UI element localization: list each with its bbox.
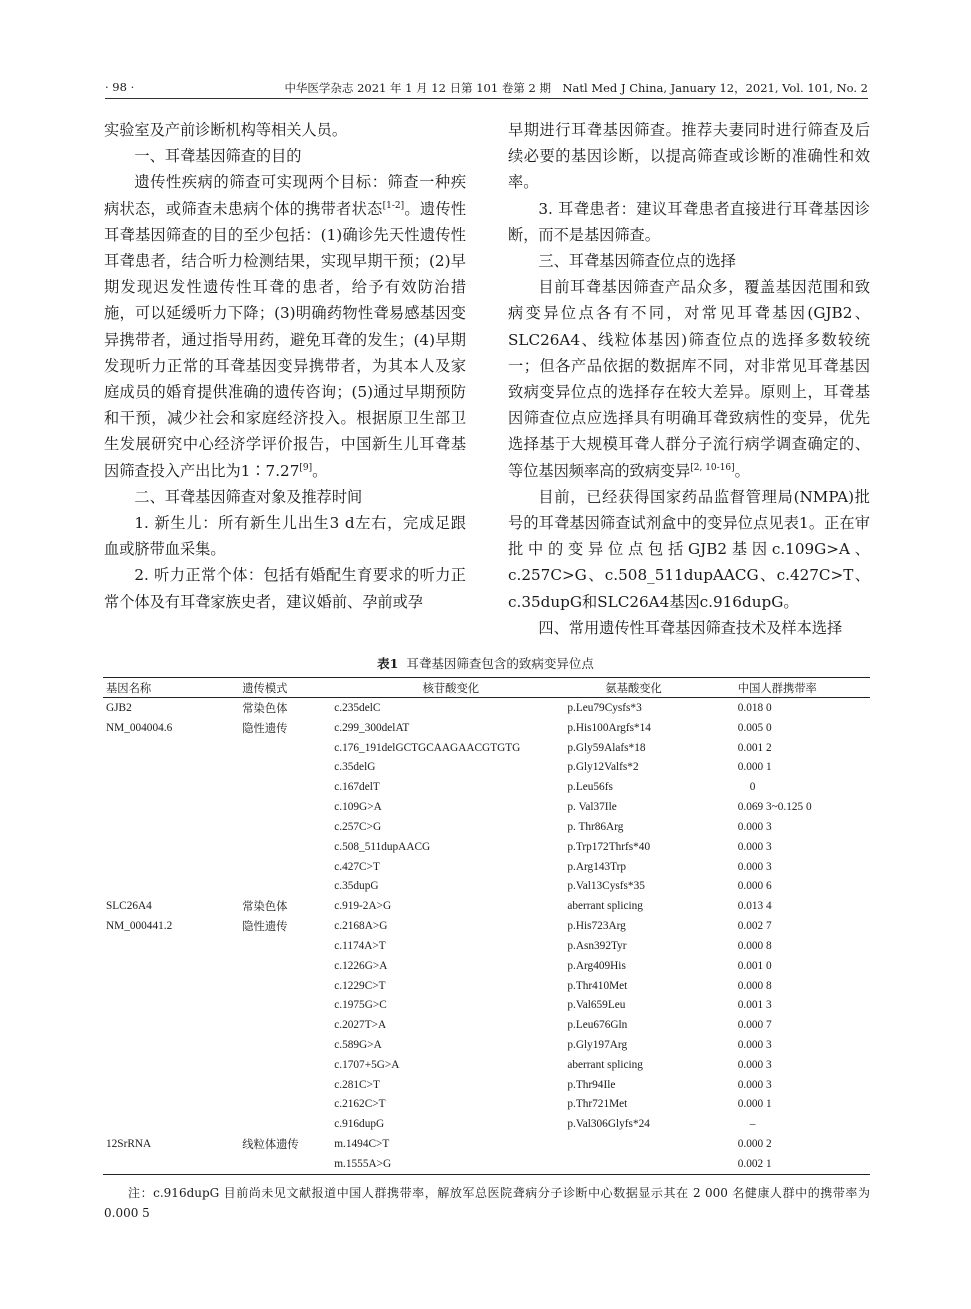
table-row [103, 837, 870, 857]
inheritance-cell [242, 857, 334, 877]
section-heading-techniques: 四、常用遗传性耳聋基因筛查技术及样本选择 [538, 618, 843, 637]
carrier-rate-cell: 0.018 0 [737, 701, 772, 714]
amino-acid-cell [567, 1154, 737, 1174]
gene-cell [103, 738, 242, 758]
table-row [103, 1154, 870, 1174]
carrier-rate-cell: 0.000 3 [737, 820, 772, 833]
paragraph-purpose: 遗传性疾病的筛查可实现两个目标：筛查一种疾病状态，或筛查未患病个体的携带者状态[1-2]。遗传性耳聋基因筛查的目的至少包括：(1)确诊先天性遗传性耳聋患者，结合听力检测结果，实现早期干预；(2)早期发现迟发性遗传性耳聋的患者，给予有效防治措施，可以延缓听力下降；(3)明确药物性聋易感基因变异携带者，通过指导用药，避免耳聋的发生；(4)早期发现听力正常的耳聋基因变异携带者，为其本人及家庭成员的婚育提供准确的遗传咨询；(5)通过早期预防和干预，减少社会和家庭经济投入。根据原卫生部卫生发展研究中心经济学评价报告，中国新生儿耳聋基因筛查投入产出比为1∶7.27[9]。 [104, 173, 466, 480]
table-row [103, 1095, 870, 1115]
table-label: 表1 [377, 656, 399, 671]
carrier-rate-cell: 0.000 7 [737, 1019, 772, 1032]
nucleotide-cell: c.427C>T [334, 860, 380, 873]
nucleotide-cell: c.916dupG [334, 1118, 385, 1131]
amino-acid-cell: p.His100Argfs*14 [567, 721, 651, 734]
citation[interactable]: [2, 10-16] [690, 462, 735, 473]
amino-acid-cell [567, 1134, 737, 1154]
nucleotide-cell: m.1494C>T [334, 1138, 390, 1151]
table-row [103, 1055, 870, 1075]
amino-acid-cell: p.Val659Leu [567, 999, 626, 1012]
amino-acid-cell: p.Val306Glyfs*24 [567, 1118, 650, 1131]
left-column [104, 117, 466, 615]
inheritance-cell [242, 837, 334, 857]
amino-acid-cell: p.Thr721Met [567, 1098, 628, 1111]
inheritance-cell [242, 876, 334, 896]
table-title: 耳聋基因筛查包含的致病变异位点 [406, 656, 594, 671]
paragraph: 目前，已经获得国家药品监督管理局(NMPA)批号的耳聋基因筛查试剂盒中的变异位点见表1。正在审批中的变异位点包括GJB2基因c.109G>A、c.257C>G、c.508_511dupAACG、c.427C>T、c.35dupG和SLC26A4基因c.916dupG。 [508, 487, 870, 611]
amino-acid-cell: aberrant splicing [567, 900, 643, 913]
carrier-rate-cell: 0.000 8 [737, 939, 772, 952]
citation[interactable]: [9] [299, 462, 313, 473]
table-row [103, 757, 870, 777]
nucleotide-cell: m.1555A>G [334, 1157, 392, 1170]
header-nucleotide: 核苷酸变化 [422, 682, 480, 695]
citation[interactable]: [1-2] [382, 200, 405, 211]
inheritance-cell [242, 1154, 334, 1174]
inheritance-cell [242, 1114, 334, 1134]
inheritance-cell: 常染色体 [242, 901, 288, 914]
carrier-rate-cell: 0.002 1 [737, 1157, 772, 1170]
carrier-rate-cell: 0.000 3 [737, 1038, 772, 1051]
carrier-rate-cell: 0.000 3 [737, 1058, 772, 1071]
header-carrier-rate: 中国人群携带率 [737, 682, 817, 695]
section-heading-targets: 二、耳聋基因筛查对象及推荐时间 [134, 487, 363, 506]
nucleotide-cell: c.299_300delAT [334, 721, 410, 734]
carrier-rate-cell: 0 [749, 781, 756, 794]
amino-acid-cell: p.Arg143Trp [567, 860, 627, 873]
inheritance-cell [242, 995, 334, 1015]
inheritance-cell [242, 1015, 334, 1035]
gene-cell: SLC26A4 [106, 900, 152, 913]
table-row [103, 976, 870, 996]
nucleotide-cell: c.1226G>A [334, 959, 388, 972]
amino-acid-cell: p.His723Arg [567, 920, 626, 933]
amino-acid-cell: p.Thr94Ile [567, 1078, 616, 1091]
nucleotide-cell: c.35delG [334, 761, 376, 774]
page-number: · 98 · [105, 80, 135, 94]
gene-cell [103, 1114, 242, 1134]
running-header [105, 78, 868, 99]
amino-acid-cell: p.Gly12Valfs*2 [567, 761, 639, 774]
table-row [103, 1114, 870, 1134]
right-column [508, 117, 870, 641]
inheritance-cell [242, 956, 334, 976]
inheritance-cell [242, 1055, 334, 1075]
journal-citation: 中华医学杂志 2021 年 1 月 12 日第 101 卷第 2 期 Natl Med J China, January 12，2021, Vol. 101, No. 2 [284, 81, 868, 95]
carrier-rate-cell: 0.000 6 [737, 880, 772, 893]
amino-acid-cell: p.Trp172Thrfs*40 [567, 840, 651, 853]
inheritance-cell: 常染色体 [242, 702, 288, 715]
table-row [103, 936, 870, 956]
nucleotide-cell: c.1707+5G>A [334, 1058, 400, 1071]
inheritance-cell [242, 936, 334, 956]
table-row [103, 1075, 870, 1095]
carrier-rate-cell: 0.001 3 [737, 999, 772, 1012]
gene-cell: GJB2 [106, 701, 132, 714]
table-row [103, 718, 870, 738]
gene-cell [103, 1035, 242, 1055]
carrier-rate-cell: 0.000 8 [737, 979, 772, 992]
header-inheritance: 遗传模式 [242, 682, 288, 695]
nucleotide-cell: c.1975G>C [334, 999, 387, 1012]
paragraph: 早期进行耳聋基因筛查。推荐夫妻同时进行筛查及后续必要的基因诊断，以提高筛查或诊断的准确性和效率。 [508, 121, 870, 192]
inheritance-cell [242, 738, 334, 758]
gene-cell [103, 1075, 242, 1095]
table-row [103, 797, 870, 817]
gene-cell [103, 1015, 242, 1035]
carrier-rate-cell: – [749, 1118, 756, 1131]
nucleotide-cell: c.167delT [334, 781, 380, 794]
amino-acid-cell: p.Leu56fs [567, 781, 613, 794]
carrier-rate-cell: 0.000 2 [737, 1138, 772, 1151]
carrier-rate-cell: 0.000 1 [737, 761, 772, 774]
inheritance-cell: 隐性遗传 [242, 921, 288, 934]
gene-cell [103, 837, 242, 857]
nucleotide-cell: c.919-2A>G [334, 900, 392, 913]
gene-cell [103, 757, 242, 777]
table-row [103, 1134, 870, 1154]
carrier-rate-cell: 0.013 4 [737, 900, 772, 913]
inheritance-cell: 隐性遗传 [242, 722, 288, 735]
section-heading-purpose: 一、耳聋基因筛查的目的 [134, 147, 302, 166]
table-row [103, 896, 870, 916]
table-row [103, 956, 870, 976]
amino-acid-cell: p.Leu79Cysfs*3 [567, 701, 642, 714]
header-gene: 基因名称 [106, 682, 152, 695]
carrier-rate-cell: 0.001 0 [737, 959, 772, 972]
gene-cell [103, 1154, 242, 1174]
gene-cell: 12SrRNA [106, 1138, 152, 1151]
paragraph: 2. 听力正常个体：包括有婚配生育要求的听力正常个体及有耳聋家族史者，建议婚前、孕前或孕 [104, 566, 466, 611]
section-heading-sites: 三、耳聋基因筛查位点的选择 [538, 252, 736, 271]
amino-acid-cell: p.Val13Cysfs*35 [567, 880, 645, 893]
table-row [103, 1015, 870, 1035]
amino-acid-cell: p.Asn392Tyr [567, 939, 627, 952]
paragraph: 3. 耳聋患者：建议耳聋患者直接进行耳聋基因诊断，而不是基因筛查。 [508, 199, 870, 244]
nucleotide-cell: c.1174A>T [334, 939, 386, 952]
nucleotide-cell: c.1229C>T [334, 979, 386, 992]
nucleotide-cell: c.235delC [334, 701, 381, 714]
inheritance-cell [242, 1095, 334, 1115]
nucleotide-cell: c.176_191delGCTGCAAGAACGTGTG [334, 741, 521, 754]
header-amino-acid: 氨基酸变化 [605, 682, 662, 695]
amino-acid-cell: p. Val37Ile [567, 801, 617, 814]
carrier-rate-cell: 0.005 0 [737, 721, 772, 734]
nucleotide-cell: c.257C>G [334, 820, 382, 833]
table-row [103, 817, 870, 837]
gene-cell [103, 1055, 242, 1075]
nucleotide-cell: c.2168A>G [334, 920, 388, 933]
inheritance-cell [242, 976, 334, 996]
gene-cell [103, 1095, 242, 1115]
table-row [103, 1035, 870, 1055]
table-caption [0, 654, 971, 672]
table-row [103, 777, 870, 797]
amino-acid-cell: aberrant splicing [567, 1058, 643, 1071]
table-row [103, 876, 870, 896]
amino-acid-cell: p.Thr410Met [567, 979, 628, 992]
inheritance-cell [242, 817, 334, 837]
gene-cell [103, 857, 242, 877]
paragraph-sites: 目前耳聋基因筛查产品众多，覆盖基因范围和致病变异位点各有不同，对常见耳聋基因(GJB2、SLC26A4、线粒体基因)筛查位点的选择多数较统一；但各产品依据的数据库不同，对非常见耳聋基因致病变异位点的选择存在较大差异。原则上，耳聋基因筛查位点应选择具有明确耳聋致病性的变异，优先选择基于大规模耳聋人群分子流行病学调查确定的、等位基因频率高的致病变异[2, 10-16]。 [508, 278, 870, 480]
table-row [103, 916, 870, 936]
gene-cell: NM_000441.2 [106, 920, 173, 933]
inheritance-cell [242, 1035, 334, 1055]
gene-cell [103, 817, 242, 837]
amino-acid-cell: p.Gly197Arg [567, 1038, 628, 1051]
inheritance-cell [242, 757, 334, 777]
amino-acid-cell: p.Arg409His [567, 959, 626, 972]
nucleotide-cell: c.508_511dupAACG [334, 840, 431, 853]
nucleotide-cell: c.2027T>A [334, 1019, 387, 1032]
gene-cell [103, 995, 242, 1015]
table-row [103, 738, 870, 758]
nucleotide-cell: c.281C>T [334, 1078, 380, 1091]
paragraph: 实验室及产前诊断机构等相关人员。 [104, 121, 347, 139]
table-row [103, 698, 870, 718]
carrier-rate-cell: 0.069 3~0.125 0 [737, 801, 812, 814]
nucleotide-cell: c.2162C>T [334, 1098, 386, 1111]
gene-cell [103, 797, 242, 817]
amino-acid-cell: p.Gly59Alafs*18 [567, 741, 646, 754]
inheritance-cell [242, 777, 334, 797]
nucleotide-cell: c.35dupG [334, 880, 379, 893]
gene-cell [103, 956, 242, 976]
paragraph: 1. 新生儿：所有新生儿出生3 d左右，完成足跟血或脐带血采集。 [104, 514, 466, 559]
table-row [103, 857, 870, 877]
amino-acid-cell: p.Leu676Gln [567, 1019, 628, 1032]
gene-cell [103, 777, 242, 797]
carrier-rate-cell: 0.000 3 [737, 1078, 772, 1091]
gene-cell [103, 976, 242, 996]
inheritance-cell: 线粒体遗传 [242, 1139, 299, 1152]
nucleotide-cell: c.589G>A [334, 1038, 382, 1051]
gene-cell: NM_004004.6 [106, 721, 173, 734]
gene-cell [103, 876, 242, 896]
carrier-rate-cell: 0.002 7 [737, 920, 772, 933]
variant-table [103, 677, 870, 1175]
gene-cell [103, 936, 242, 956]
table-header-row [103, 678, 870, 698]
table-note: 注：c.916dupG 目前尚未见文献报道中国人群携带率，解放军总医院聋病分子诊断中心数据显示其在 2 000 名健康人群中的携带率为 0.000 5 [104, 1186, 870, 1220]
carrier-rate-cell: 0.000 3 [737, 860, 772, 873]
table-row [103, 995, 870, 1015]
carrier-rate-cell: 0.000 3 [737, 840, 772, 853]
nucleotide-cell: c.109G>A [334, 801, 382, 814]
carrier-rate-cell: 0.000 1 [737, 1098, 772, 1111]
amino-acid-cell: p. Thr86Arg [567, 820, 624, 833]
inheritance-cell [242, 797, 334, 817]
carrier-rate-cell: 0.001 2 [737, 741, 772, 754]
inheritance-cell [242, 1075, 334, 1095]
